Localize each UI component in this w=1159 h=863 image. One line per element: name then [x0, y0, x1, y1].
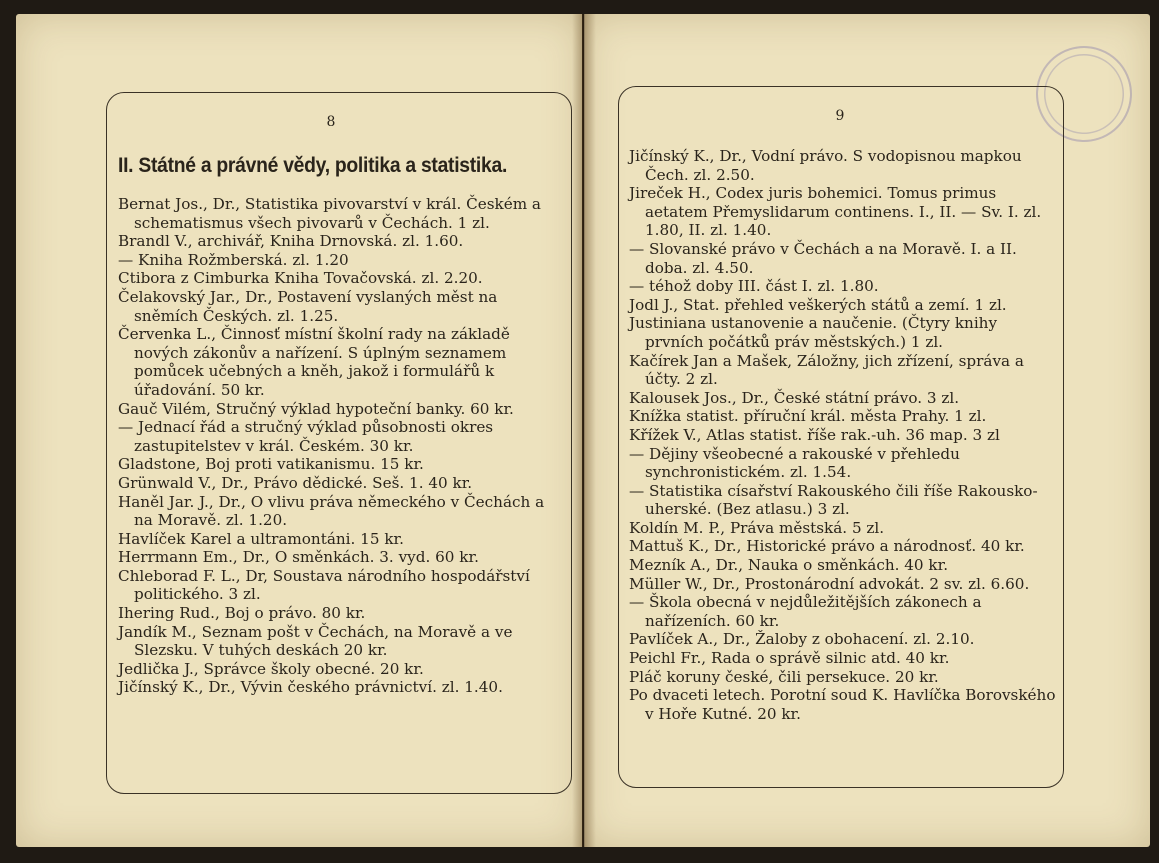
bibliography-entry: Chleborad F. L., Dr, Soustava národního hospodářství politického. 3 zl. — [118, 566, 530, 604]
bibliography-entry: — Statistika císařství Rakouského čili říše Rakousko-uherské. (Bez atlasu.) 3 zl. — [629, 481, 1038, 519]
bibliography-entry: Pavlíček A., Dr., Žaloby z obohacení. zl. 2.10. — [629, 630, 975, 649]
bibliography-entry: Herrmann Em., Dr., O směnkách. 3. vyd. 60 kr. — [118, 548, 479, 567]
bibliography-entry: Po dvaceti letech. Porotní soud K. Havlíčka Borovského v Hoře Kutné. 20 kr. — [629, 686, 1056, 723]
bibliography-entry: Kalousek Jos., Dr., České státní právo. 3 zl. — [629, 388, 960, 407]
bibliography-entry: Kačírek Jan a Mašek, Záložny, jich zřízení, správa a účty. 2 zl. — [629, 351, 1024, 389]
bibliography-entry: Gladstone, Boj proti vatikanismu. 15 kr. — [118, 455, 424, 474]
bibliography-entry: — téhož doby III. část I. zl. 1.80. — [629, 277, 879, 296]
bibliography-entry: Křížek V., Atlas statist. říše rak.-uh. 36 map. 3 zl — [629, 425, 1000, 444]
bibliography-entry: Ihering Rud., Boj o právo. 80 kr. — [118, 604, 366, 623]
bibliography-entry: Ctibora z Cimburka Kniha Tovačovská. zl. 2.20. — [118, 269, 483, 288]
bibliography-entry: Mezník A., Dr., Nauka o směnkách. 40 kr. — [629, 556, 949, 575]
left-page — [16, 14, 582, 847]
bibliography-entry: Jodl J., Stat. přehled veškerých států a zemí. 1 zl. — [629, 295, 1007, 314]
bibliography-entry: Bernat Jos., Dr., Statistika pivovarství v král. Českém a schematismus všech pivovarů v Čechách. 1 zl. — [118, 195, 541, 232]
bibliography-entry: — Škola obecná v nejdůležitějších zákonech a nařízeních. 60 kr. — [629, 593, 982, 630]
bibliography-entry: — Jednací řád a stručný výklad působnosti okres zastupitelstev v král. Českém. 30 kr. — [118, 418, 494, 455]
page-number: 9 — [835, 108, 845, 124]
bibliography-list — [118, 195, 560, 697]
bibliography-entry: Justiniana ustanovenie a naučenie. (Čtyry knihy prvních počátků práv městských.) 1 zl. — [629, 314, 998, 351]
bibliography-entry: Čelakovský Jar., Dr., Postavení vyslaných měst na sněmích Českých. zl. 1.25. — [118, 287, 498, 325]
section-heading: II. Státné a právné vědy, politika a statistika. — [118, 154, 508, 177]
bibliography-entry: Gauč Vilém, Stručný výklad hypoteční banky. 60 kr. — [118, 399, 514, 418]
right-page — [584, 14, 1150, 847]
bibliography-entry: — Kniha Rožmberská. zl. 1.20 — [118, 250, 349, 269]
bibliography-entry: Červenka L., Činnosť místní školní rady na základě nových zákonův a nařízení. S úplným seznamem pomůcek učebných a kněh, jakož i formulářů k úřadování. 50 kr. — [118, 325, 510, 399]
bibliography-entry: Jedlička J., Správce školy obecné. 20 kr. — [118, 659, 424, 678]
bibliography-entry: Jireček H., Codex juris bohemici. Tomus primus aetatem Přemyslidarum continens. I., II. — Sv. I. zl. 1.80, II. zl. 1.40. — [629, 184, 1042, 240]
bibliography-entry: Mattuš K., Dr., Historické právo a národnosť. 40 kr. — [629, 537, 1025, 556]
page-number: 8 — [326, 114, 336, 130]
bibliography-entry: Peichl Fr., Rada o správě silnic atd. 40 kr. — [629, 649, 950, 668]
bibliography-list — [629, 147, 1059, 723]
bibliography-entry: Havlíček Karel a ultramontáni. 15 kr. — [118, 529, 404, 548]
bibliography-entry: Jičínský K., Dr., Vodní právo. S vodopisnou mapkou Čech. zl. 2.50. — [629, 147, 1022, 184]
bibliography-entry: — Slovanské právo v Čechách a na Moravě. I. a II. doba. zl. 4.50. — [629, 239, 1017, 277]
bibliography-entry: Haněl Jar. J., Dr., O vlivu práva německého v Čechách a na Moravě. zl. 1.20. — [118, 492, 545, 530]
bibliography-entry: Koldín M. P., Práva městská. 5 zl. — [629, 518, 885, 537]
bibliography-entry: Jandík M., Seznam pošt v Čechách, na Moravě a ve Slezsku. V tuhých deskách 20 kr. — [118, 622, 513, 660]
bibliography-entry: Pláč koruny české, čili persekuce. 20 kr. — [629, 667, 939, 686]
bibliography-entry: Grünwald V., Dr., Právo dědické. Seš. 1. 40 kr. — [118, 473, 473, 492]
bibliography-entry: Jičínský K., Dr., Vývin českého právnictví. zl. 1.40. — [118, 678, 503, 697]
bibliography-entry: Brandl V., archivář, Kniha Drnovská. zl. 1.60. — [118, 232, 464, 251]
book-gutter — [572, 14, 596, 847]
bibliography-entry: — Dějiny všeobecné a rakouské v přehledu synchronistickém. zl. 1.54. — [629, 444, 960, 482]
bibliography-entry: Knížka statist. příruční král. města Prahy. 1 zl. — [629, 407, 987, 426]
bibliography-entry: Müller W., Dr., Prostonárodní advokát. 2 sv. zl. 6.60. — [629, 574, 1030, 593]
